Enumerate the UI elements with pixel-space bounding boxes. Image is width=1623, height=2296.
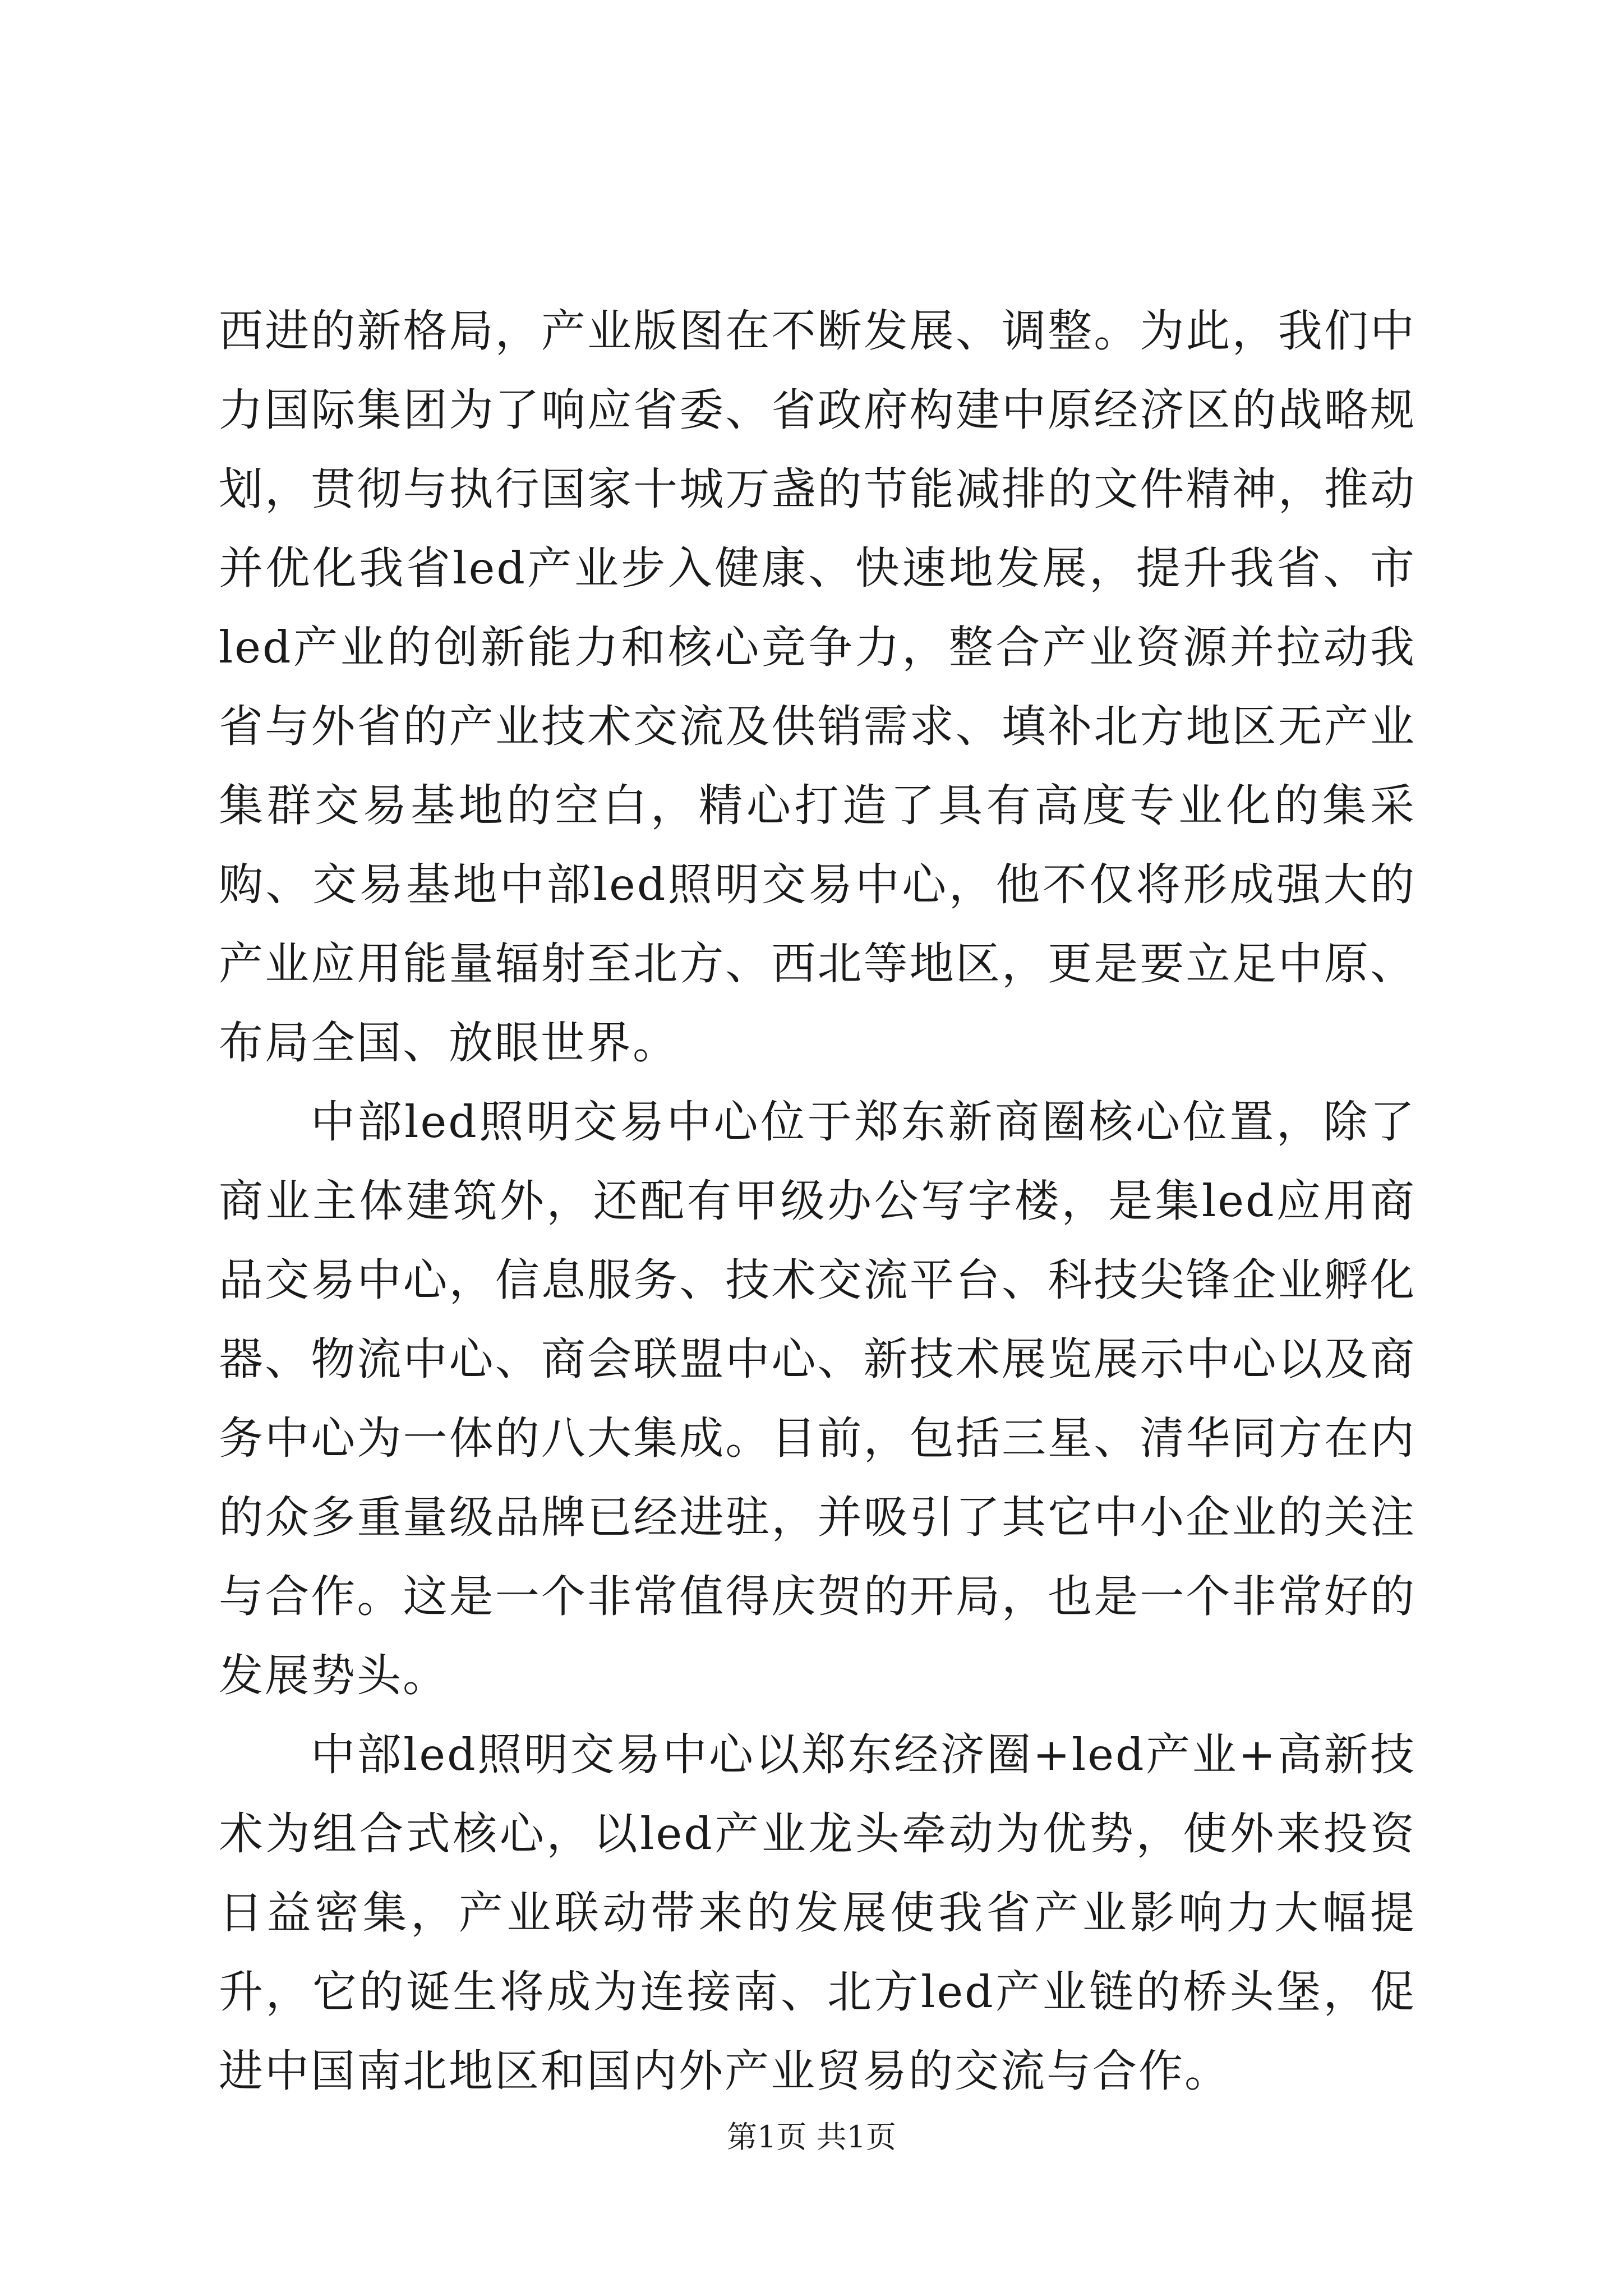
paragraph-2: 中部led照明交易中心位于郑东新商圈核心位置，除了商业主体建筑外，还配有甲级办公写字楼，是集led应用商品交易中心，信息服务、技术交流平台、科技尖锋企业孵化器、物流中心、商会联盟中心、新技术展览展示中心以及商务中心为一体的八大集成。目前，包括三星、清华同方在内的众多重量级品牌已经进驻，并吸引了其它中小企业的关注与合作。这是一个非常值得庆贺的开局，也是一个非常好的发展势头。: [219, 1096, 1416, 1701]
page-footer: 第1页 共1页: [727, 2119, 896, 2155]
paragraph-1: 西进的新格局，产业版图在不断发展、调整。为此，我们中力国际集团为了响应省委、省政府构建中原经济区的战略规划，贯彻与执行国家十城万盏的节能减排的文件精神，推动并优化我省led产业步入健康、快速地发展，提升我省、市led产业的创新能力和核心竞争力，整合产业资源并拉动我省与外省的产业技术交流及供销需求、填补北方地区无产业集群交易基地的空白，精心打造了具有高度专业化的集采购、交易基地中部led照明交易中心，他不仅将形成强大的产业应用能量辐射至北方、西北等地区，更是要立足中原、布局全国、放眼世界。: [219, 305, 1416, 1069]
paragraph-3: 中部led照明交易中心以郑东经济圈+led产业+高新技术为组合式核心，以led产业龙头牵动为优势，使外来投资日益密集，产业联动带来的发展使我省产业影响力大幅提升，它的诞生将成为连接南、北方led产业链的桥头堡，促进中国南北地区和国内外产业贸易的交流与合作。: [219, 1729, 1416, 2097]
body-text: [219, 292, 1416, 2111]
